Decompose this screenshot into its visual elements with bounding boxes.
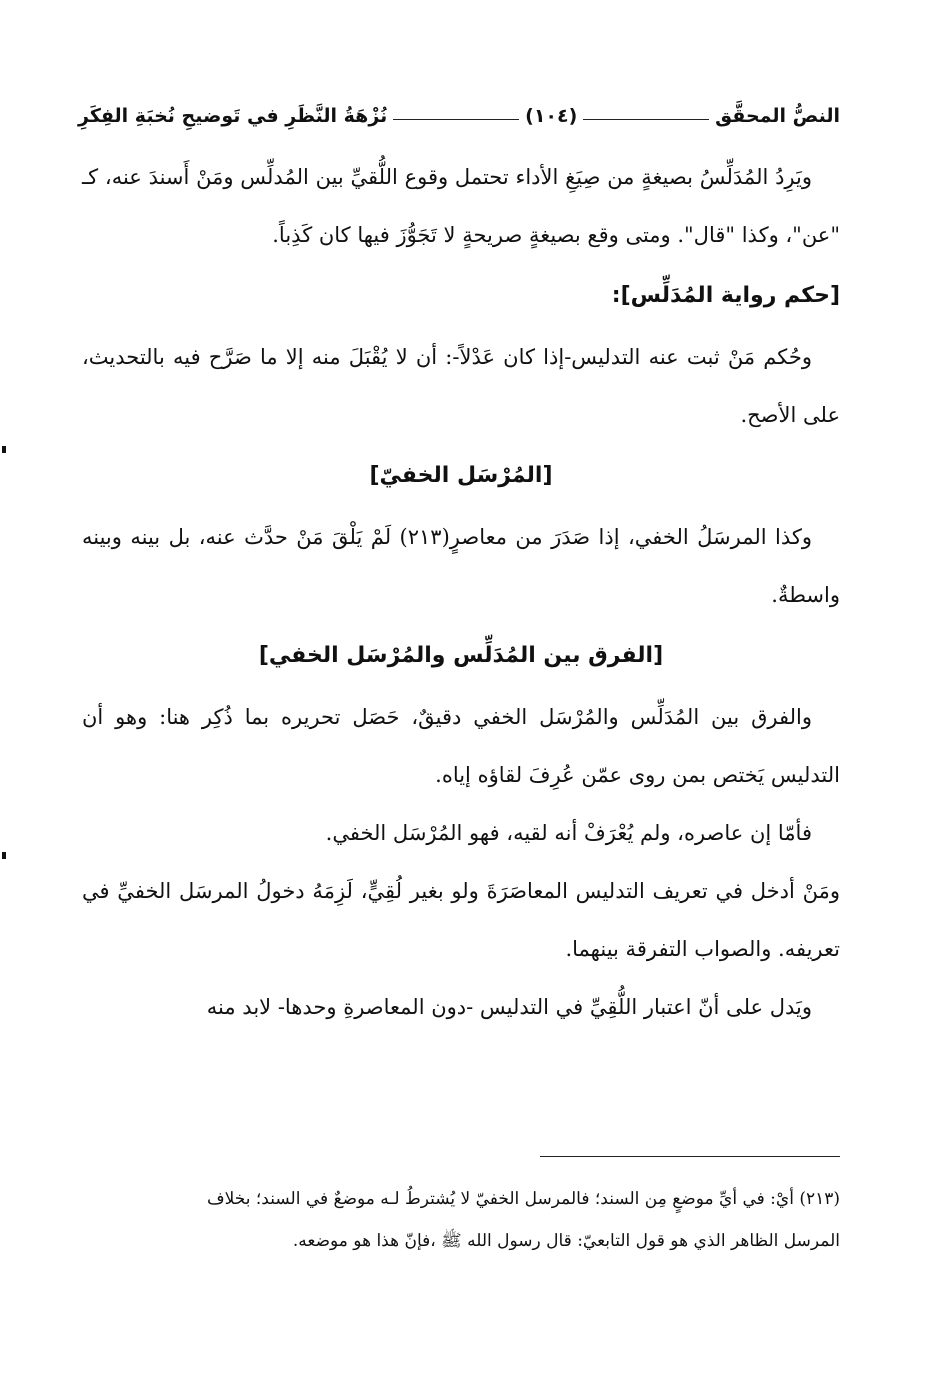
- scan-mark: [2, 446, 6, 453]
- paragraph: ويَدل على أنّ اعتبار اللُّقِيِّ في التدليس -دون المعاصرةِ وحدها- لابد منه: [206, 995, 812, 1019]
- footnote: [82, 1178, 840, 1262]
- page-header: [78, 96, 840, 136]
- paragraph: ويَرِدُ المُدَلِّسُ بصيغةٍ من صِيَغِ الأداء تحتمل وقوع اللُّقيِّ بين المُدلِّس ومَنْ أَسندَ عنه، كـ "عن"، وكذا "قال". ومتى وقع بصيغةٍ صريحةٍ لا تَجَوُّزَ فيها كان كَذِباً.: [82, 165, 840, 247]
- page-number: (١٠٤): [525, 105, 578, 127]
- paragraph: ومَنْ أدخل في تعريف التدليس المعاصَرَةَ ولو بغير لُقِيٍّ، لَزِمَهُ دخولُ المرسَل الخفيِّ في تعريفه. والصواب التفرقة بينهما.: [82, 879, 840, 961]
- header-section-title: النصُّ المحقَّق: [715, 105, 840, 127]
- header-rule: [583, 119, 709, 120]
- paragraph: وحُكم مَنْ ثبت عنه التدليس-إذا كان عَدْلاً-: أن لا يُقْبَلَ منه إلا ما صَرَّح فيه بالتحديث، على الأصح.: [82, 345, 840, 427]
- page-body: [82, 148, 840, 1036]
- section-heading: [حكم رواية المُدَلِّس]:: [611, 283, 840, 308]
- paragraph: فأمّا إن عاصره، ولم يُعْرَفْ أنه لقيه، فهو المُرْسَل الخفي.: [325, 821, 812, 845]
- footnote-line: (٢١٣) أيْ: في أيِّ موضعٍ مِن السند؛ فالمرسل الخفيّ لا يُشترطُ لـه موضعٌ في السند؛ بخلاف: [207, 1189, 840, 1209]
- paragraph: والفرق بين المُدَلِّس والمُرْسَل الخفي دقيقٌ، حَصَل تحريره بما ذُكِر هنا: وهو أن التدليس يَختص بمن روى عمّن عُرِفَ لقاؤه إياه.: [82, 705, 840, 787]
- scan-mark: [2, 852, 6, 859]
- header-rule: [393, 119, 519, 120]
- section-heading: [الفرق بين المُدَلِّس والمُرْسَل الخفي]: [258, 643, 664, 668]
- footnote-separator: [540, 1156, 840, 1157]
- header-book-title: نُزْهَةُ النَّظَرِ في تَوضيحِ نُخبَةِ الفِكَرِ: [78, 105, 388, 127]
- paragraph: وكذا المرسَلُ الخفي، إذا صَدَرَ من معاصرٍ(٢١٣) لَمْ يَلْقَ مَنْ حدَّث عنه، بل بينه وبينه واسطةٌ.: [82, 525, 840, 607]
- section-heading: [المُرْسَل الخفيّ]: [369, 463, 553, 488]
- footnote-line: المرسل الظاهر الذي هو قول التابعيّ: قال رسول الله ﷺ ،فإنّ هذا هو موضعه.: [292, 1231, 840, 1251]
